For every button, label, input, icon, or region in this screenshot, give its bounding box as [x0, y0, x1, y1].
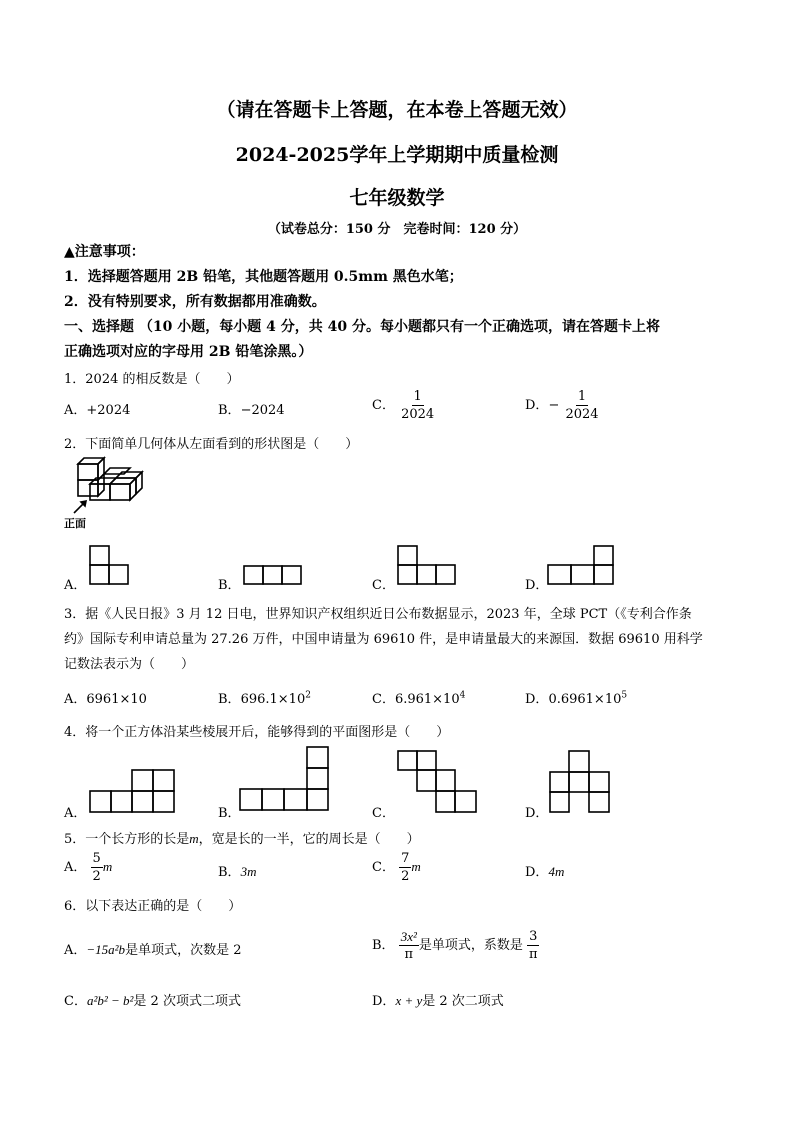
q5-option-d — [525, 861, 564, 880]
option-label: B． — [218, 692, 241, 707]
fraction: $\frac{\text{3x²}}{\pi}$ — [400, 929, 417, 962]
q3-option-b: B．$696.1\times 10^2$ — [218, 690, 311, 707]
q2-label-b: B． — [218, 578, 241, 593]
q4-option-c-net[interactable] — [398, 751, 480, 815]
option-value: −2024 — [240, 403, 285, 418]
q5-stem: 5．一个长方形的长是m，宽是长的一半，它的周长是（ ） — [64, 831, 420, 847]
option-label: A． — [64, 403, 87, 418]
note-item: 1．选择题答题用 2B 铅笔，其他题答题用 0.5mm 黑色水笔； — [64, 269, 463, 285]
option-label: A． — [64, 860, 87, 875]
front-label: 正面 — [64, 517, 86, 530]
option-label: D． — [525, 692, 549, 707]
q2-option-d-shape[interactable] — [548, 546, 618, 586]
q6-option-d: D．x + y是 2 次二项式 — [372, 993, 504, 1009]
q2-option-c-shape[interactable] — [398, 546, 458, 586]
q2-option-b-shape[interactable] — [244, 566, 304, 586]
q6-option-a: A．−15a²b是单项式，次数是 2 — [64, 942, 242, 958]
q6-option-c: C．a²b² − b²是 2 次项式二项式 — [64, 993, 241, 1009]
q1-option-c — [372, 388, 436, 423]
option-label: C． — [64, 994, 87, 1009]
option-value: 0.6961×10 — [548, 692, 622, 707]
option-value: 6961×10 — [86, 692, 147, 707]
q4-label-a: A． — [64, 806, 87, 821]
q6-option-b: B． $\frac{\text{3x²}}{\pi}$ 是单项式，系数是 $\frac{3}{\pi}$ — [372, 929, 538, 962]
option-value: 3m — [240, 864, 257, 879]
q3-stem-line: 约》国际专利申请总量为 27.26 万件，中国申请量为 69610 件，是申请量最大的来源国．数据 69610 用科学 — [64, 632, 703, 647]
fraction: $\frac{5}{2}$ — [92, 851, 101, 884]
option-value: 696.1×10 — [240, 692, 306, 707]
notice-line: （请在答题卡上答题，在本卷上答题无效） — [216, 99, 578, 121]
q4-label-b: B． — [218, 806, 241, 821]
solid-figure — [70, 455, 150, 515]
q2-label-a: A． — [64, 578, 87, 593]
q2-label-c: C． — [372, 578, 395, 593]
option-label: C． — [372, 860, 395, 875]
q3-option-d: D．$0.6961\times 10^5$ — [525, 690, 628, 707]
option-label: B． — [372, 938, 395, 953]
fraction: $\frac{1}{2024}$ — [401, 389, 435, 422]
option-label: B． — [218, 403, 241, 418]
note-item: 2．没有特别要求，所有数据都用准确数。 — [64, 294, 326, 310]
q4-stem: 4．将一个正方体沿某些棱展开后，能够得到的平面图形是（ ） — [64, 725, 450, 740]
minus-sign: − — [548, 398, 560, 413]
option-value: +2024 — [86, 403, 131, 418]
q1-stem: 1．2024 的相反数是（ ） — [64, 372, 240, 387]
option-label: A． — [64, 943, 87, 958]
q3-option-c: C．$6.961\times 10^4$ — [372, 690, 466, 707]
section-heading: 一、选择题 （10 小题，每小题 4 分，共 40 分。每小题都只有一个正确选项，请在答题卡上将 — [64, 319, 660, 335]
variable-m: m — [189, 831, 199, 846]
q2-option-a-shape[interactable] — [90, 546, 130, 586]
option-label: D． — [372, 994, 396, 1009]
q3-option-a — [64, 688, 147, 707]
q4-label-c: C． — [372, 806, 395, 821]
exam-meta: （试卷总分：150 分 完卷时间：120 分） — [267, 222, 527, 237]
q1-option-d — [525, 388, 601, 423]
option-label: B． — [218, 865, 241, 880]
q4-label-d: D． — [525, 806, 549, 821]
subject-title: 七年级数学 — [349, 187, 445, 209]
option-label: D． — [525, 398, 549, 413]
option-value: 6.961×10 — [394, 692, 460, 707]
option-value: 4m — [548, 864, 565, 879]
q3-stem-line: 记数法表示为（ ） — [64, 657, 195, 672]
q2-label-d: D． — [525, 578, 549, 593]
option-label: C． — [372, 398, 395, 413]
q5-option-b — [218, 861, 256, 880]
q4-option-d-net[interactable] — [550, 751, 614, 815]
q4-option-b-net[interactable] — [240, 747, 332, 813]
option-label: D． — [525, 865, 549, 880]
q5-option-a: A． $\frac{5}{2}$ m — [64, 851, 113, 884]
q6-stem: 6．以下表达正确的是（ ） — [64, 899, 242, 914]
section-heading-cont: 正确选项对应的字母用 2B 铅笔涂黑。） — [64, 344, 313, 360]
fraction: $\frac{1}{2024}$ — [565, 389, 599, 422]
q2-stem: 2．下面简单几何体从左面看到的形状图是（ ） — [64, 437, 359, 452]
fraction: $\frac{7}{2}$ — [401, 851, 410, 884]
fraction: $\frac{3}{\pi}$ — [529, 929, 538, 962]
q1-option-a — [64, 399, 130, 418]
q5-option-c: C． $\frac{7}{2}$ m — [372, 851, 421, 884]
q4-option-a-net[interactable] — [90, 770, 180, 814]
option-label: C． — [372, 692, 395, 707]
option-label: A． — [64, 692, 87, 707]
q3-stem-line: 3．据《人民日报》3 月 12 日电，世界知识产权组织近日公布数据显示，2023 年，全球 PCT（《专利合作条 — [64, 607, 692, 622]
notes-heading: ▲注意事项： — [64, 244, 145, 260]
exam-title: 2024-2025学年上学期期中质量检测 — [235, 144, 559, 166]
q1-option-b — [218, 399, 285, 418]
